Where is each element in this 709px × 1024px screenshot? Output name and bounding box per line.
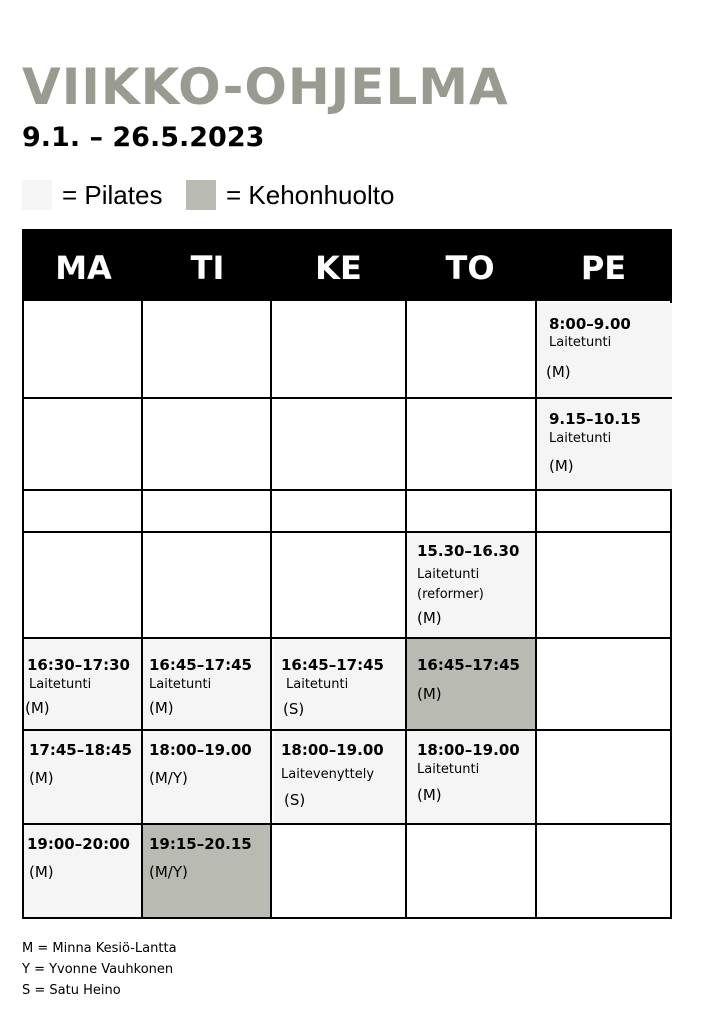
class-cell-ti-1	[143, 639, 270, 729]
class-time: 15.30–16.30	[417, 542, 520, 560]
class-time: 8:00–9.00	[549, 315, 631, 333]
date-range: 9.1. – 26.5.2023	[22, 122, 265, 153]
class-type: Laitetunti	[417, 762, 480, 777]
class-type: Laitetunti	[417, 567, 480, 582]
class-cell-to-1	[407, 533, 535, 637]
class-time: 16:45–17:45	[281, 656, 384, 674]
grid-line	[24, 397, 670, 399]
legend-kehonhuolto-label: = Kehonhuolto	[226, 179, 395, 210]
class-type: Laitetunti	[549, 335, 612, 350]
day-header-row	[24, 231, 670, 301]
class-cell-ti-3	[143, 825, 270, 917]
class-instructor: (M)	[29, 769, 54, 787]
class-cell-ma-3	[24, 825, 141, 917]
grid-line	[24, 729, 670, 731]
class-type: Laitetunti	[149, 677, 212, 692]
class-time: 19:15–20.15	[149, 835, 252, 853]
class-type: Laitetunti	[286, 677, 349, 692]
class-instructor: (M)	[546, 363, 571, 381]
class-instructor: (M)	[417, 685, 442, 703]
class-type-detail: (reformer)	[417, 587, 484, 602]
class-instructor: (S)	[284, 791, 306, 809]
class-cell-ke-1	[274, 639, 405, 729]
class-instructor: (M/Y)	[149, 769, 188, 787]
day-pe: PE	[580, 249, 627, 287]
class-instructor: (M)	[29, 863, 54, 881]
page-title: VIIKKO-OHJELMA	[22, 58, 509, 116]
day-ke: KE	[315, 249, 362, 287]
legend-kehonhuolto	[186, 179, 394, 211]
kehonhuolto-swatch	[186, 180, 216, 210]
class-time: 16:45–17:45	[149, 656, 252, 674]
instructor-note: S = Satu Heino	[22, 983, 121, 998]
class-cell-ma-2	[24, 731, 141, 823]
grid-line	[24, 637, 670, 639]
class-cell-ma-1	[24, 639, 141, 729]
class-time: 9.15–10.15	[549, 410, 641, 428]
class-time: 19:00–20:00	[27, 835, 130, 853]
class-instructor: (M)	[417, 786, 442, 804]
class-time: 17:45–18:45	[29, 741, 132, 759]
class-time: 16:30–17:30	[27, 656, 130, 674]
class-instructor: (S)	[283, 700, 305, 718]
day-to: TO	[445, 249, 495, 287]
instructor-note: M = Minna Kesiö-Lantta	[22, 941, 177, 956]
class-cell-ke-2	[274, 731, 405, 823]
class-instructor: (M)	[417, 609, 442, 627]
schedule-table	[22, 229, 672, 919]
legend-pilates	[22, 179, 162, 211]
instructor-note: Y = Yvonne Vauhkonen	[22, 962, 174, 977]
class-type: Laitetunti	[29, 677, 92, 692]
day-ti: TI	[190, 249, 225, 287]
class-instructor: (M/Y)	[149, 863, 188, 881]
class-instructor: (M)	[549, 457, 574, 475]
class-type: Laitetunti	[549, 431, 612, 446]
class-cell-pe-2	[537, 399, 672, 489]
class-time: 16:45–17:45	[417, 656, 520, 674]
day-ma: MA	[55, 249, 112, 287]
class-cell-ti-2	[143, 731, 270, 823]
class-time: 18:00–19.00	[149, 741, 252, 759]
pilates-swatch	[22, 180, 52, 210]
grid-line	[24, 823, 670, 825]
class-cell-to-3	[407, 731, 535, 823]
class-type: Laitevenyttely	[281, 767, 375, 782]
class-instructor: (M)	[25, 699, 50, 717]
instructor-legend	[22, 938, 177, 1001]
grid-line	[24, 489, 670, 491]
class-time: 18:00–19.00	[281, 741, 384, 759]
class-cell-to-2	[407, 639, 535, 729]
class-time: 18:00–19.00	[417, 741, 520, 759]
class-instructor: (M)	[149, 699, 174, 717]
class-cell-pe-1	[537, 303, 672, 397]
grid-line	[24, 531, 670, 533]
legend-pilates-label: = Pilates	[62, 179, 163, 210]
